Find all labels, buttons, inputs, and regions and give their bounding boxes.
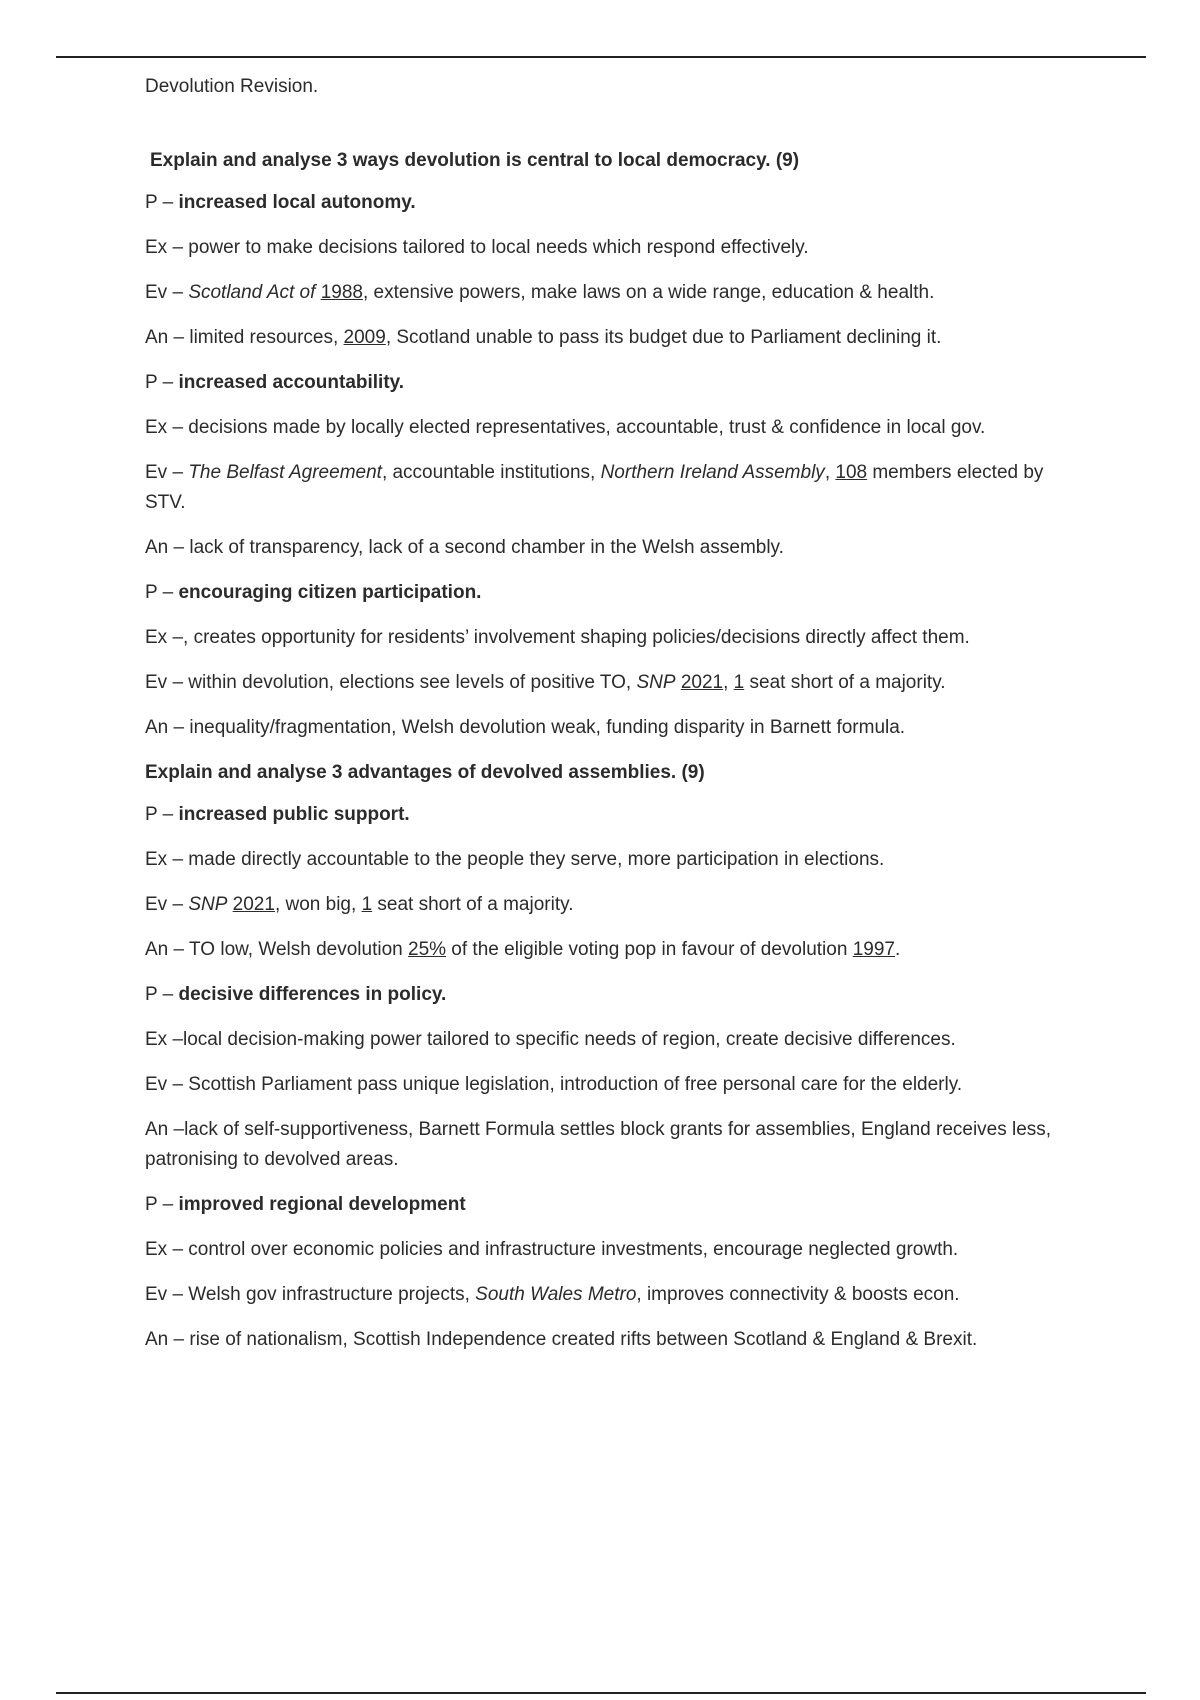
point-1-1: P – increased local autonomy. [145,192,416,213]
explanation-2-2: Ex –local decision-making power tailored to specific needs of region, create decisive differences. [145,1029,956,1050]
document-title: Devolution Revision. [145,76,319,97]
question-2: Explain and analyse 3 advantages of devolved assemblies. (9) [145,762,705,783]
point-1-3: P – encouraging citizen participation. [145,582,482,603]
bottom-rule [56,1692,1146,1694]
analysis-2-2: An –lack of self-supportiveness, Barnett Formula settles block grants for assemblies, England receives less, patronising to devolved areas. [145,1119,1052,1170]
point-2-3: P – improved regional development [145,1194,466,1215]
evidence-1-3: Ev – within devolution, elections see levels of positive TO, SNP 2021, 1 seat short of a majority. [145,672,946,693]
point-2-2: P – decisive differences in policy. [145,984,447,1005]
evidence-2-2: Ev – Scottish Parliament pass unique legislation, introduction of free personal care for the elderly. [145,1074,963,1095]
explanation-1-3: Ex –, creates opportunity for residents’ involvement shaping policies/decisions directly affect them. [145,627,970,648]
analysis-1-1: An – limited resources, 2009, Scotland unable to pass its budget due to Parliament declining it. [145,327,942,348]
analysis-1-2: An – lack of transparency, lack of a second chamber in the Welsh assembly. [145,537,784,558]
evidence-2-1: Ev – SNP 2021, won big, 1 seat short of a majority. [145,894,574,915]
point-2-1: P – increased public support. [145,804,410,825]
explanation-1-2: Ex – decisions made by locally elected representatives, accountable, trust & confidence in local gov. [145,417,986,438]
explanation-2-3: Ex – control over economic policies and infrastructure investments, encourage neglected growth. [145,1239,959,1260]
evidence-1-2: Ev – The Belfast Agreement, accountable institutions, Northern Ireland Assembly, 108 members elected by STV. [145,462,1044,513]
evidence-1-1: Ev – Scotland Act of 1988, extensive powers, make laws on a wide range, education & health. [145,282,935,303]
top-rule [56,56,1146,58]
explanation-1-1: Ex – power to make decisions tailored to local needs which respond effectively. [145,237,809,258]
explanation-2-1: Ex – made directly accountable to the people they serve, more participation in elections. [145,849,885,870]
point-1-2: P – increased accountability. [145,372,405,393]
question-1: Explain and analyse 3 ways devolution is central to local democracy. (9) [150,150,800,171]
analysis-2-1: An – TO low, Welsh devolution 25% of the eligible voting pop in favour of devolution 1997. [145,939,901,960]
evidence-2-3: Ev – Welsh gov infrastructure projects, South Wales Metro, improves connectivity & boosts econ. [145,1284,960,1305]
analysis-2-3: An – rise of nationalism, Scottish Independence created rifts between Scotland & England & Brexit. [145,1329,978,1350]
analysis-1-3: An – inequality/fragmentation, Welsh devolution weak, funding disparity in Barnett formula. [145,717,906,738]
document-body [145,72,1085,1370]
